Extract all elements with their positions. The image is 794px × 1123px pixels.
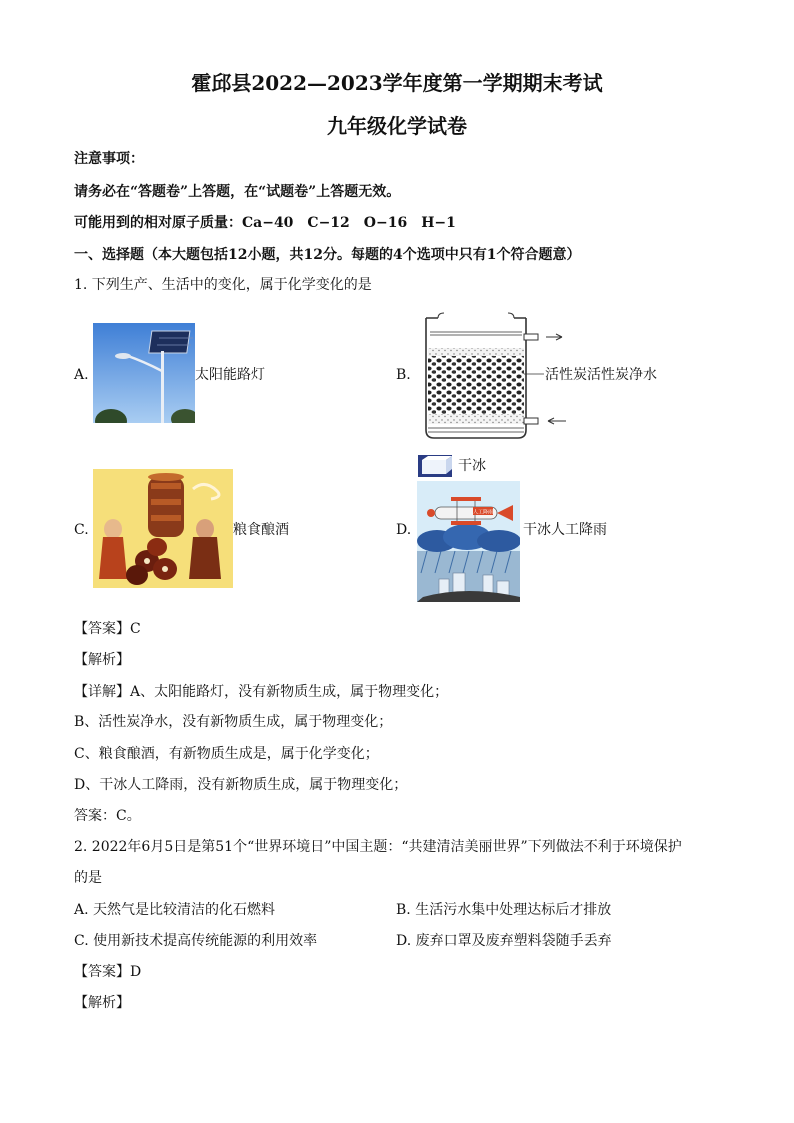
- q1-option-d-caption: 干冰人工降雨: [523, 522, 607, 538]
- q1-detail-line: 【详解】A、太阳能路灯，没有新物质生成，属于物理变化；: [74, 684, 449, 700]
- q2-stem-line-2: 的是: [74, 870, 102, 886]
- q1-detail-line: B、活性炭净水，没有新物质生成，属于物理变化；: [74, 714, 393, 730]
- q1-option-d-letter: D.: [396, 522, 412, 538]
- q1-option-d-top-label: 干冰: [458, 458, 486, 474]
- q1-option-c-letter: C.: [74, 522, 89, 538]
- q1-detail-line: 答案：C。: [74, 808, 141, 824]
- solar-streetlight-image: [93, 323, 195, 423]
- q2-option-c: C. 使用新技术提高传统能源的利用效率: [74, 933, 318, 949]
- plane-rain-text: 人工降雨: [472, 509, 494, 516]
- q2-option-a: A. 天然气是比较清洁的化石燃料: [74, 902, 276, 918]
- q1-option-b-caption: 活性炭活性炭净水: [545, 367, 657, 383]
- grain-wine-brewing-image: [93, 469, 233, 588]
- notice-line-1: 请务必在“答题卷”上答题，在“试题卷”上答题无效。: [74, 184, 401, 200]
- q1-option-c-caption: 粮食酿酒: [233, 522, 289, 538]
- q1-answer: 【答案】C: [74, 621, 141, 637]
- notice-line-2: 可能用到的相对原子质量：Ca−40 C−12 O−16 H−1: [74, 215, 456, 231]
- q2-analysis-heading: 【解析】: [74, 995, 130, 1011]
- page-subtitle: 九年级化学试卷: [327, 114, 467, 138]
- section-heading: 一、选择题（本大题包括12小题，共12分。每题的4个选项中只有1个符合题意）: [74, 247, 581, 263]
- notice-heading: 注意事项：: [74, 151, 144, 167]
- q2-stem-line-1: 2. 2022年6月5日是第51个“世界环境日”中国主题：“共建清洁美丽世界”下列做法不利于环境保护: [74, 839, 682, 855]
- q1-detail-line: C、粮食酿酒，有新物质生成是，属于化学变化；: [74, 746, 379, 762]
- q1-option-b-letter: B.: [396, 367, 411, 383]
- q2-answer: 【答案】D: [74, 964, 142, 980]
- q1-option-a-letter: A.: [74, 367, 89, 383]
- q1-analysis-heading: 【解析】: [74, 652, 130, 668]
- artificial-rain-image: [417, 481, 520, 602]
- dry-ice-block-image: [418, 455, 452, 477]
- q1-option-a-caption: 太阳能路灯: [195, 367, 265, 383]
- q2-option-d: D. 废弃口罩及废弃塑料袋随手丢弃: [396, 933, 612, 949]
- q1-stem: 1. 下列生产、生活中的变化，属于化学变化的是: [74, 277, 372, 293]
- q2-option-b: B. 生活污水集中处理达标后才排放: [396, 902, 612, 918]
- q1-detail-line: D、干冰人工降雨，没有新物质生成，属于物理变化；: [74, 777, 408, 793]
- page-title: 霍邱县2022—2023学年度第一学期期末考试: [191, 71, 603, 95]
